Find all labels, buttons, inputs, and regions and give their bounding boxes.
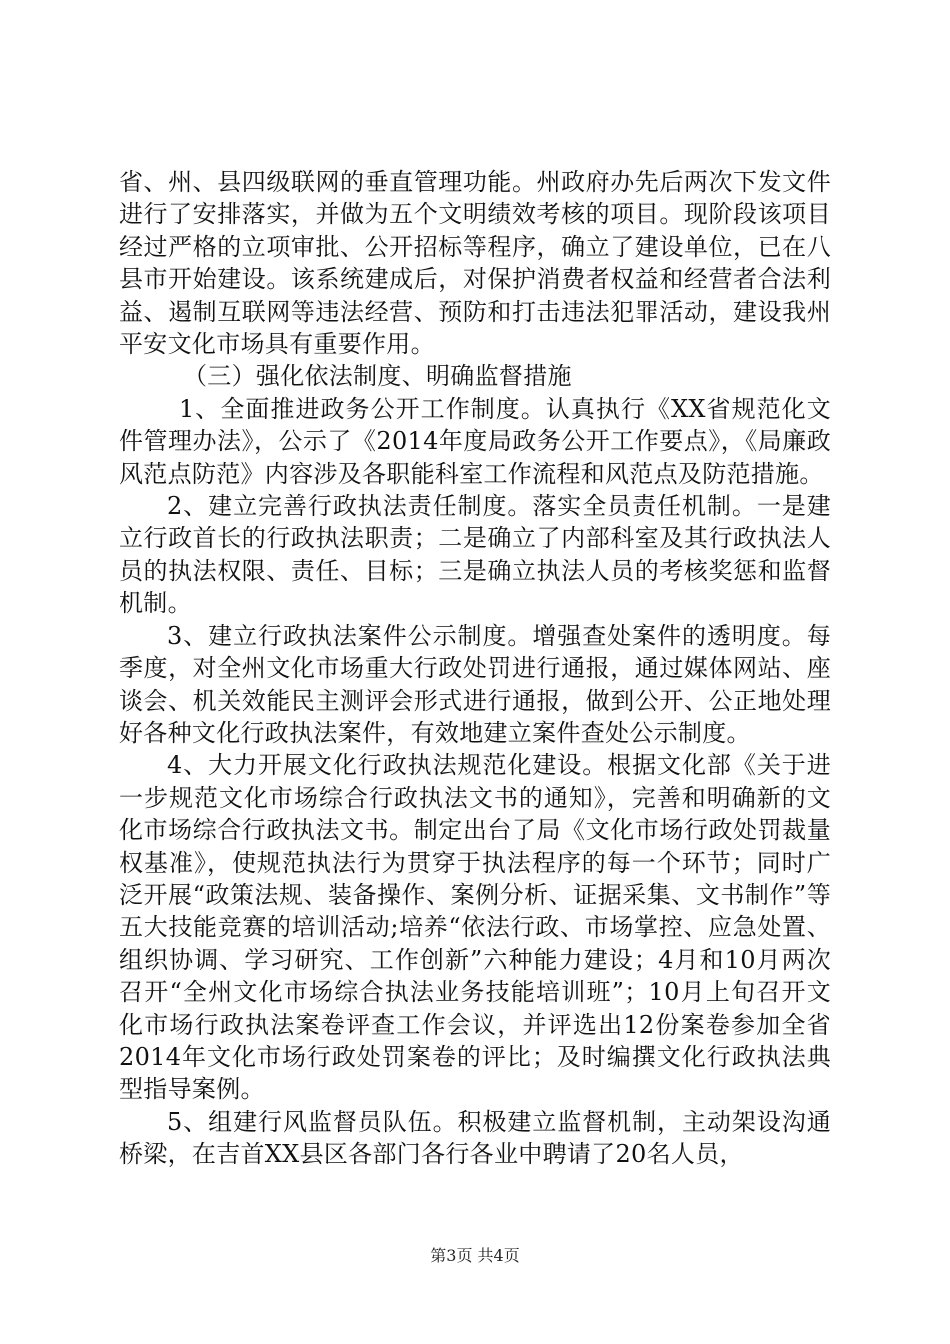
paragraph-item-2: 2、建立完善行政执法责任制度。落实全员责任机制。一是建立行政首长的行政执法职责；二是确立了内部科室及其行政执法人员的执法权限、责任、目标；三是确立执法人员的考核奖惩和监督机制。 (119, 492, 831, 618)
paragraph-item-5: 5、组建行风监督员队伍。积极建立监督机制，主动架设沟通桥梁，在吉首XX县区各部门各行各业中聘请了20名人员， (119, 1107, 831, 1169)
paragraph-item-1: 1、全面推进政务公开工作制度。认真执行《XX省规范化文件管理办法》，公示了《2014年度局政务公开工作要点》，《局廉政风范点防范》内容涉及各职能科室工作流程和风范点及防范措施。 (119, 394, 831, 488)
paragraph-item-3: 3、建立行政执法案件公示制度。增强查处案件的透明度。每季度，对全州文化市场重大行政处罚进行通报，通过媒体网站、座谈会、机关效能民主测评会形式进行通报，做到公开、公正地处理好各种文化行政执法案件，有效地建立案件查处公示制度。 (119, 621, 831, 747)
section-heading: （三）强化依法制度、明确监督措施 (183, 362, 572, 391)
document-body (119, 166, 831, 1171)
paragraph-continuation: 省、州、县四级联网的垂直管理功能。州政府办先后两次下发文件进行了安排落实，并做为五个文明绩效考核的项目。现阶段该项目经过严格的立项审批、公开招标等程序，确立了建设单位，已在八县市开始建设。该系统建成后，对保护消费者权益和经营者合法利益、遏制互联网等违法经营、预防和打击违法犯罪活动，建设我州平安文化市场具有重要作用。 (119, 168, 831, 359)
paragraph-item-4: 4、大力开展文化行政执法规范化建设。根据文化部《关于进一步规范文化市场综合行政执法文书的通知》，完善和明确新的文化市场综合行政执法文书。制定出台了局《文化市场行政处罚裁量权基准》，使规范执法行为贯穿于执法程序的每一个环节；同时广泛开展“政策法规、装备操作、案例分析、证据采集、文书制作”等五大技能竞赛的培训活动;培养“依法行政、市场掌控、应急处置、组织协调、学习研究、工作创新”六种能力建设；4月和10月两次召开“全州文化市场综合执法业务技能培训班”；10月上旬召开文化市场行政执法案卷评查工作会议，并评选出12份案卷参加全省2014年文化市场行政处罚案卷的评比；及时编撰文化行政执法典型指导案例。 (119, 751, 831, 1104)
page-footer: 第3页 共4页 (430, 1246, 520, 1265)
